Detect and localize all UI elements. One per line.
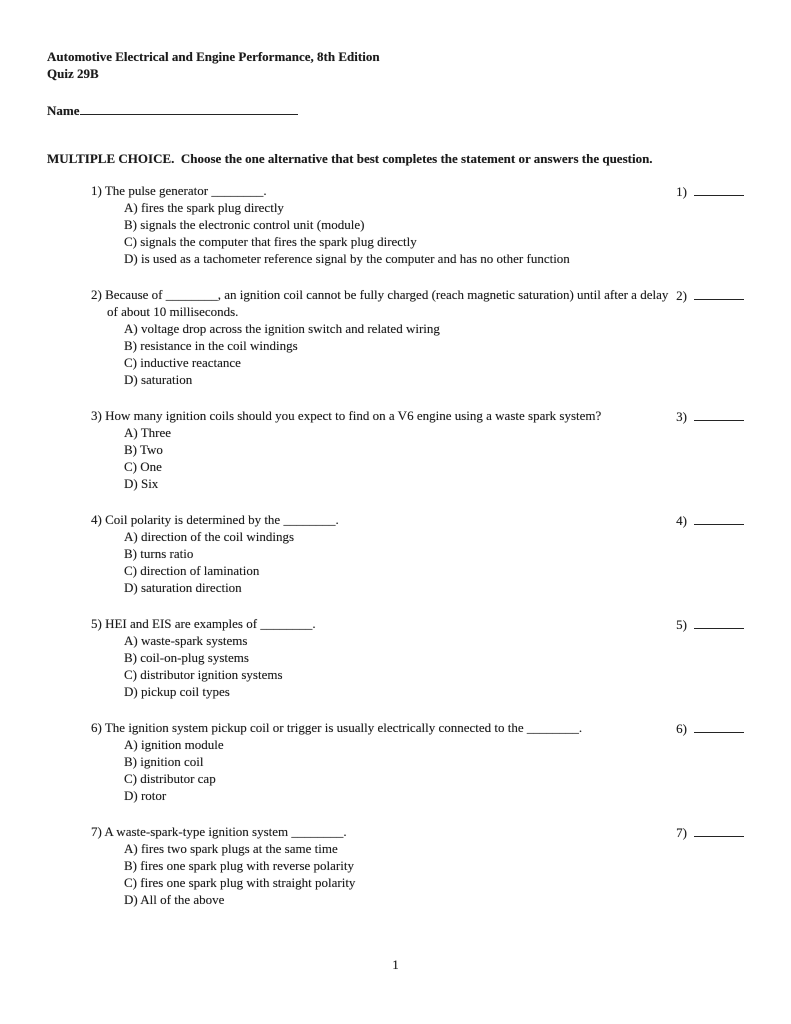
options-list [91,840,673,908]
option-item [124,424,673,441]
answer-number: 7) [676,825,687,840]
question-text: A waste-spark-type ignition system ________. [104,824,347,839]
option-text: All of the above [140,892,225,907]
option-letter: A) [124,321,138,336]
options-list [91,632,673,700]
option-item [124,475,673,492]
option-item [124,233,673,250]
answer-blank[interactable] [694,719,744,733]
option-letter: A) [124,529,138,544]
option-letter: D) [124,684,138,699]
option-letter: B) [124,338,137,353]
option-letter: A) [124,633,138,648]
answer-blank[interactable] [694,407,744,421]
question-text: The pulse generator ________. [104,183,267,198]
question-item [91,286,744,388]
answer-number: 5) [676,617,687,632]
option-text: waste-spark systems [140,633,248,648]
answer-area [676,823,744,841]
questions-list [91,182,744,908]
option-item [124,337,673,354]
question-text-line [91,407,673,424]
option-text: is used as a tachometer reference signal by the computer and has no other function [140,251,570,266]
option-item [124,632,673,649]
option-text: One [140,459,162,474]
option-text: direction of the coil windings [140,529,295,544]
option-item [124,441,673,458]
question-item [91,615,744,700]
option-text: fires the spark plug directly [140,200,284,215]
option-item [124,874,673,891]
answer-area [676,615,744,633]
question-item [91,182,744,267]
option-item [124,371,673,388]
answer-blank[interactable] [694,511,744,525]
question-text-line [91,823,673,840]
question-item [91,719,744,804]
option-item [124,787,673,804]
option-letter: B) [124,650,137,665]
answer-number: 3) [676,409,687,424]
answer-number: 2) [676,288,687,303]
option-letter: A) [124,200,138,215]
option-text: resistance in the coil windings [140,338,298,353]
option-item [124,891,673,908]
answer-area [676,407,744,425]
option-letter: B) [124,442,137,457]
option-text: direction of lamination [140,563,260,578]
question-item [91,407,744,492]
option-item [124,545,673,562]
option-text: coil-on-plug systems [140,650,249,665]
options-list [91,736,673,804]
option-text: fires one spark plug with reverse polarity [140,858,354,873]
question-main [91,511,673,596]
answer-number: 6) [676,721,687,736]
option-text: rotor [140,788,167,803]
option-text: fires one spark plug with straight polarity [140,875,356,890]
answer-blank[interactable] [694,823,744,837]
question-main [91,719,673,804]
option-letter: D) [124,892,138,907]
answer-blank[interactable] [694,182,744,196]
option-text: pickup coil types [140,684,230,699]
option-letter: C) [124,563,137,578]
option-letter: C) [124,771,137,786]
option-letter: D) [124,372,138,387]
option-text: distributor cap [140,771,216,786]
option-letter: B) [124,858,137,873]
question-number: 2) [91,287,102,302]
option-item [124,250,673,267]
option-letter: A) [124,425,138,440]
question-text-line [91,286,673,320]
option-text: Three [140,425,172,440]
question-item [91,823,744,908]
question-item [91,511,744,596]
answer-blank[interactable] [694,615,744,629]
document-header [47,48,744,82]
option-text: fires two spark plugs at the same time [140,841,338,856]
option-text: ignition module [140,737,224,752]
options-list [91,528,673,596]
option-text: signals the electronic control unit (module) [140,217,365,232]
question-text: The ignition system pickup coil or trigger is usually electrically connected to the ________. [104,720,583,735]
question-main [91,286,673,388]
option-item [124,770,673,787]
question-main [91,823,673,908]
option-text: signals the computer that fires the spark plug directly [140,234,417,249]
quiz-number: Quiz 29B [47,66,99,81]
name-blank-line[interactable] [80,101,298,115]
option-item [124,458,673,475]
option-item [124,579,673,596]
answer-number: 4) [676,513,687,528]
option-item [124,683,673,700]
option-item [124,528,673,545]
option-letter: C) [124,234,137,249]
question-number: 7) [91,824,102,839]
question-main [91,182,673,267]
answer-blank[interactable] [694,286,744,300]
option-text: inductive reactance [140,355,241,370]
option-item [124,199,673,216]
option-text: turns ratio [140,546,194,561]
name-label: Name [47,103,80,118]
option-letter: A) [124,841,138,856]
option-text: voltage drop across the ignition switch and related wiring [140,321,440,336]
question-text: Coil polarity is determined by the ________. [105,512,339,527]
option-letter: B) [124,217,137,232]
answer-area [676,511,744,529]
answer-area [676,286,744,304]
name-row [47,101,744,119]
options-list [91,424,673,492]
question-text-line [91,719,673,736]
option-letter: B) [124,754,137,769]
option-letter: C) [124,875,137,890]
instructions-heading: MULTIPLE CHOICE. Choose the one alternative that best completes the statement or answers the question. [47,151,653,166]
question-text-line [91,615,673,632]
option-text: saturation [140,372,193,387]
answer-area [676,719,744,737]
answer-number: 1) [676,184,687,199]
option-text: ignition coil [140,754,204,769]
option-item [124,753,673,770]
option-text: Two [140,442,163,457]
option-letter: C) [124,355,137,370]
question-text: How many ignition coils should you expect to find on a V6 engine using a waste spark system? [105,408,602,423]
page-number: 1 [392,957,399,972]
question-text-line [91,511,673,528]
option-letter: A) [124,737,138,752]
option-item [124,857,673,874]
option-item [124,649,673,666]
option-letter: B) [124,546,137,561]
option-item [124,736,673,753]
question-main [91,615,673,700]
option-item [124,666,673,683]
question-text: HEI and EIS are examples of ________. [105,616,316,631]
option-letter: C) [124,459,137,474]
question-number: 6) [91,720,102,735]
option-item [124,320,673,337]
option-text: saturation direction [140,580,242,595]
option-letter: D) [124,476,138,491]
document-title: Automotive Electrical and Engine Performance, 8th Edition [47,49,380,64]
option-item [124,354,673,371]
options-list [91,199,673,267]
option-text: distributor ignition systems [140,667,283,682]
question-text: Because of ________, an ignition coil cannot be fully charged (reach magnetic saturation) until after a delay of about 10 milliseconds. [105,287,669,319]
question-number: 5) [91,616,102,631]
options-list [91,320,673,388]
option-letter: D) [124,580,138,595]
question-main [91,407,673,492]
option-letter: D) [124,788,138,803]
question-number: 1) [91,183,102,198]
option-item [124,840,673,857]
option-letter: C) [124,667,137,682]
option-item [124,562,673,579]
question-number: 4) [91,512,102,527]
question-number: 3) [91,408,102,423]
question-text-line [91,182,673,199]
option-text: Six [140,476,159,491]
answer-area [676,182,744,200]
option-letter: D) [124,251,138,266]
option-item [124,216,673,233]
